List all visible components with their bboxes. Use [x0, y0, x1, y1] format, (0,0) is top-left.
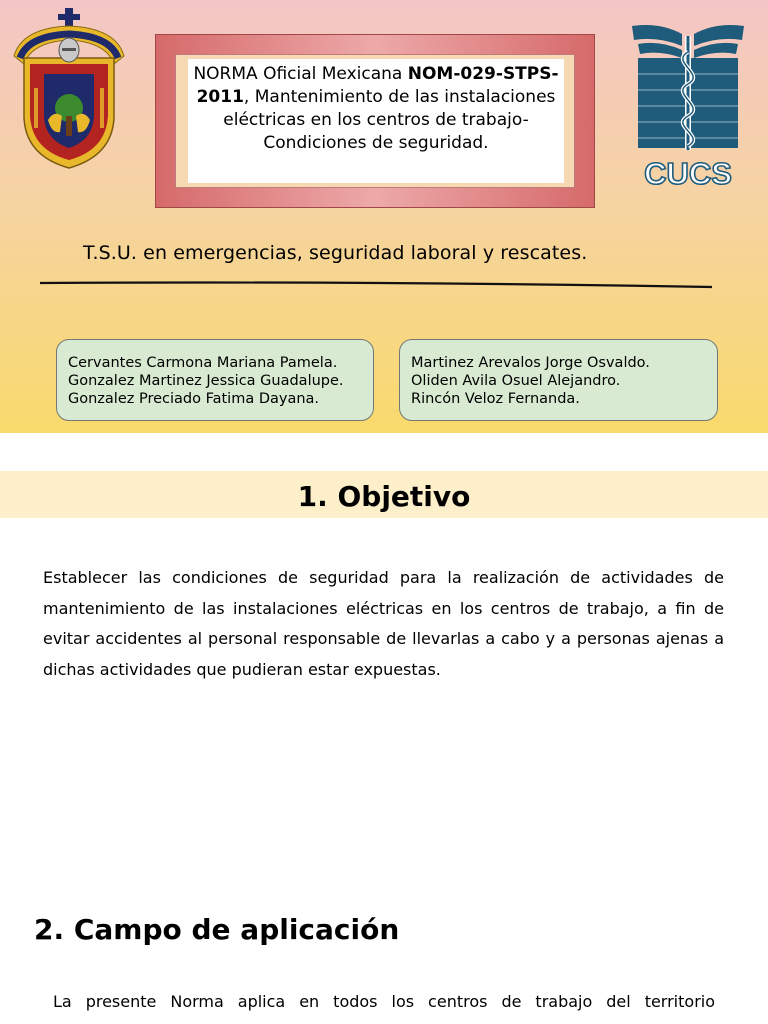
- title-prefix: NORMA Oficial Mexicana: [193, 64, 408, 84]
- title-rest: , Mantenimiento de las instalaciones eléctricas en los centros de trabajo-Condiciones de seguridad.: [223, 87, 556, 153]
- team-member: Cervantes Carmona Mariana Pamela.: [68, 355, 338, 371]
- cucs-logo-text: CUCS: [644, 156, 732, 190]
- team-member: Oliden Avila Osuel Alejandro.: [411, 373, 621, 389]
- campo-heading: 2. Campo de aplicación: [34, 913, 400, 946]
- team-member: Martinez Arevalos Jorge Osvaldo.: [411, 355, 650, 371]
- cucs-logo-icon: [630, 22, 746, 190]
- program-subtitle: T.S.U. en emergencias, seguridad laboral y rescates.: [83, 242, 588, 264]
- team-member: Gonzalez Martinez Jessica Guadalupe.: [68, 373, 344, 389]
- team-members-left: [56, 339, 374, 421]
- team-member: Gonzalez Preciado Fatima Dayana.: [68, 391, 320, 407]
- team-member: Rincón Veloz Fernanda.: [411, 391, 580, 407]
- title-code: NOM-029-STPS-2011: [196, 64, 559, 107]
- caduceus-icon: [632, 25, 744, 150]
- divider-line: [40, 278, 712, 292]
- objetivo-heading: 1. Objetivo: [297, 480, 471, 513]
- campo-paragraph: La presente Norma aplica en todos los centros de trabajo del territorio: [53, 992, 715, 1011]
- cover-page: [0, 0, 768, 433]
- university-crest-icon: [8, 8, 130, 172]
- team-members-right: [399, 339, 718, 421]
- objetivo-paragraph: Establecer las condiciones de seguridad para la realización de actividades de mantenimiento de las instalaciones eléctricas en los centros de trabajo, a fin de evitar accidentes al personal responsable de llevarlas a cabo y a personas ajenas a dichas actividades que pudieran estar expuestas.: [43, 568, 724, 679]
- document-title: [188, 59, 564, 183]
- title-frame: [155, 34, 595, 208]
